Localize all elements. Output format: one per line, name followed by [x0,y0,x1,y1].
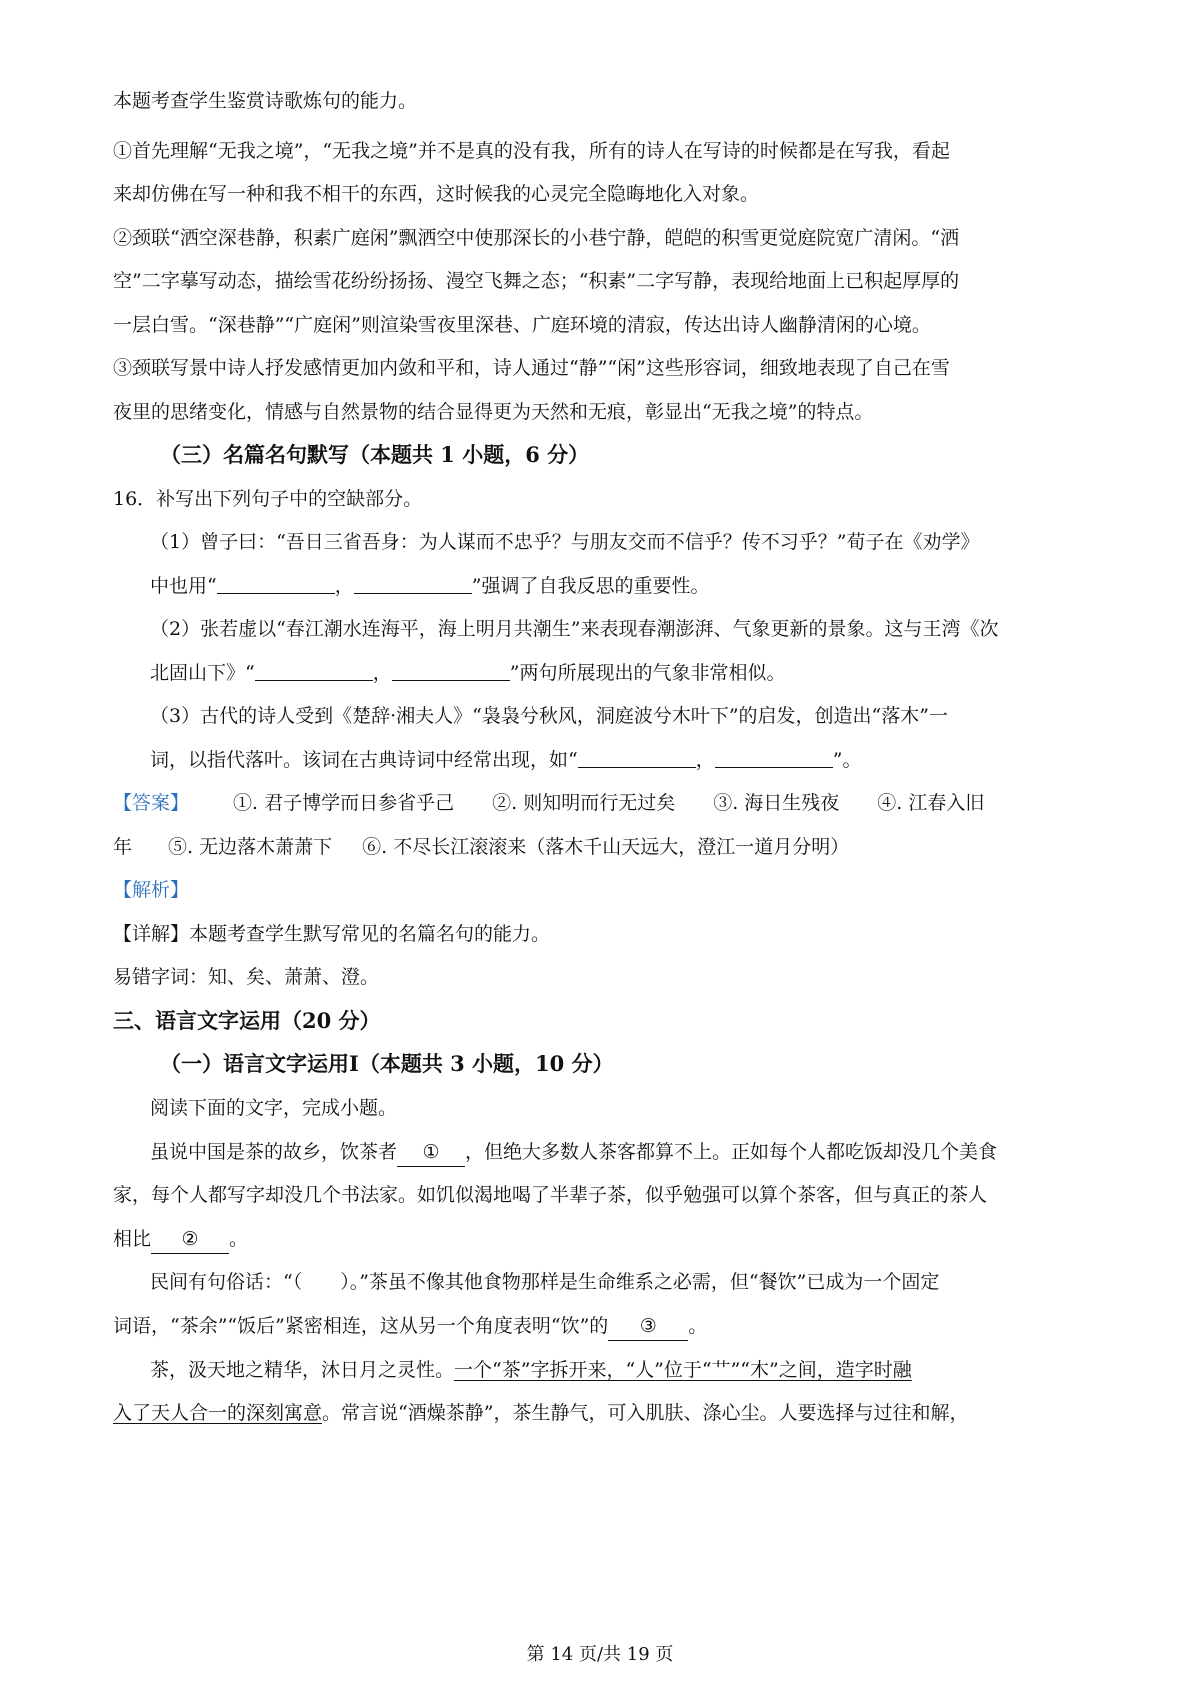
answer-blank[interactable] [354,573,472,594]
answer-blank[interactable] [255,660,373,681]
answer-label: 【答案】 [113,792,190,814]
text-line: 来却仿佛在写一种和我不相干的东西，这时候我的心灵完全隐晦地化入对象。 [113,183,760,205]
answer-line: 【答案】 ①. 君子博学而日参省乎己 ②. 则知明而行无过矣 ③. 海日生残夜 ④. 江春入旧 [113,792,985,814]
text-line: 本题考查学生鉴赏诗歌炼句的能力。 [113,90,418,112]
text-line: 夜里的思绪变化，情感与自然景物的结合显得更为天然和无痕，彰显出“无我之境”的特点。 [113,401,874,423]
question-part-3: （3）古代的诗人受到《楚辞·湘夫人》“袅袅兮秋风，洞庭波兮木叶下”的启发，创造出“落木”一 [150,705,948,727]
question-part-1-blanks: 中也用“ ， ”强调了自我反思的重要性。 [150,575,710,597]
answer-blank[interactable] [715,747,833,768]
passage-line: 茶，汲天地之精华，沐日月之灵性。一个“茶”字拆开来，“人”位于“艹”“木”之间，造字时融 [150,1359,912,1381]
numbered-blank[interactable]: ① [397,1138,465,1167]
passage-line: 民间有句俗话：“（ ）。”茶虽不像其他食物那样是生命维系之必需，但“餐饮”已成为一个固定 [150,1271,940,1293]
text-line: ②颈联“洒空深巷静，积素广庭闲”飘洒空中使那深长的小巷宁静，皑皑的积雪更觉庭院宽广清闲。“洒 [113,227,960,249]
sub-heading: （一）语言文字运用Ⅰ（本题共 3 小题，10 分） [160,1051,614,1076]
question-16: 16．补写出下列句子中的空缺部分。 [113,488,423,510]
underlined-sentence: 一个“茶”字拆开来，“人”位于“艹”“木”之间，造字时融 [454,1359,912,1381]
passage-line: 词语，“茶余”“饭后”紧密相连，这从另一个角度表明“饮”的 ③ 。 [113,1312,707,1341]
analysis-errors: 易错字词：知、矣、萧萧、澄。 [113,966,380,988]
numbered-blank[interactable]: ② [151,1225,229,1254]
reading-intro: 阅读下面的文字，完成小题。 [150,1097,398,1119]
passage-line: 虽说中国是茶的故乡，饮茶者 ① ，但绝大多数人茶客都算不上。正如每个人都吃饭却没几个美食 [150,1138,997,1167]
text-line: 一层白雪。“深巷静”“广庭闲”则渲染雪夜里深巷、广庭环境的清寂，传达出诗人幽静清闲的心境。 [113,314,931,336]
page-footer: 第 14 页/共 19 页 [526,1644,674,1665]
passage-line: 入了天人合一的深刻寓意。常言说“酒燥茶静”，茶生静气，可入肌肤、涤心尘。人要选择与过往和解， [113,1402,969,1424]
analysis-label: 【解析】 [113,879,190,901]
section-heading: （三）名篇名句默写（本题共 1 小题，6 分） [160,442,590,467]
text-line: ①首先理解“无我之境”，“无我之境”并不是真的没有我，所有的诗人在写诗的时候都是在写我，看起 [113,140,950,162]
question-part-2-blanks: 北固山下》“ ， ”两句所展现出的气象非常相似。 [150,662,786,684]
answer-blank[interactable] [392,660,510,681]
part-heading: 三、语言文字运用（20 分） [113,1008,381,1033]
question-part-2: （2）张若虚以“春江潮水连海平，海上明月共潮生”来表现春潮澎湃、气象更新的景象。这与王湾《次 [150,618,999,640]
numbered-blank[interactable]: ③ [608,1312,688,1341]
analysis-detail: 【详解】本题考查学生默写常见的名篇名句的能力。 [113,923,551,945]
underlined-sentence: 入了天人合一的深刻寓意 [113,1402,323,1424]
answer-line: 年 ⑤. 无边落木萧萧下 ⑥. 不尽长江滚滚来（落木千山天远大，澄江一道月分明） [113,836,850,858]
text-line: ③颈联写景中诗人抒发感情更加内敛和平和，诗人通过“静”“闲”这些形容词，细致地表现了自己在雪 [113,357,950,379]
question-part-1: （1）曾子曰：“吾日三省吾身：为人谋而不忠乎？与朋友交而不信乎？传不习乎？”荀子在《劝学》 [150,531,980,553]
text-line: 空”二字摹写动态，描绘雪花纷纷扬扬、漫空飞舞之态；“积素”二字写静，表现给地面上已积起厚厚的 [113,270,960,292]
answer-blank[interactable] [217,573,335,594]
passage-line: 相比 ② 。 [113,1225,248,1254]
answer-blank[interactable] [578,747,696,768]
question-part-3-blanks: 词，以指代落叶。该词在古典诗词中经常出现，如“ ， ”。 [150,749,862,771]
passage-line: 家，每个人都写字却没几个书法家。如饥似渴地喝了半辈子茶，似乎勉强可以算个茶客，但与真正的茶人 [113,1184,988,1206]
